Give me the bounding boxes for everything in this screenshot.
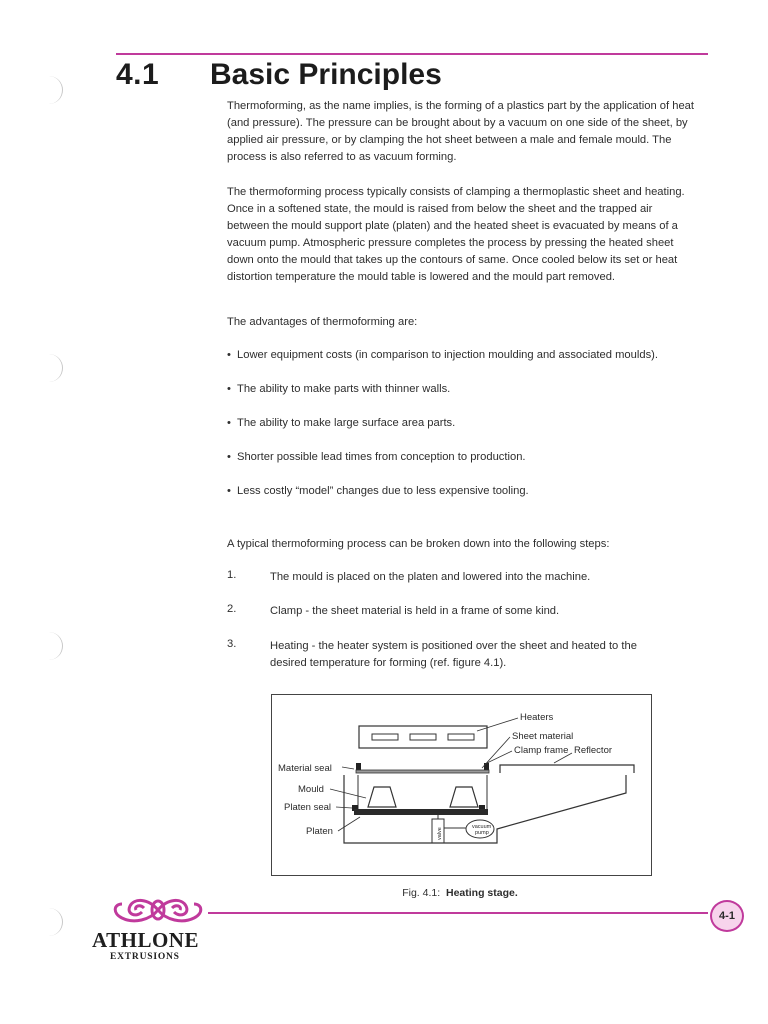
label-sheet-material: Sheet material — [512, 731, 574, 742]
label-clamp-frame: Clamp frame — [514, 745, 569, 756]
list-item-text: The ability to make large surface area parts. — [237, 417, 456, 429]
heating-stage-diagram — [272, 695, 651, 875]
figure-caption-title: Heating stage. — [446, 887, 518, 899]
label-mould: Mould — [298, 784, 324, 795]
bullet-icon: • — [227, 383, 231, 395]
step-number: 3. — [227, 638, 237, 650]
heater-housing — [359, 726, 487, 748]
section-number: 4.1 — [116, 58, 160, 91]
valve-label: valve — [437, 827, 443, 840]
bullet-icon: • — [227, 451, 231, 463]
intro-paragraph: Thermoforming, as the name implies, is the forming of a plastics part by the application of heat (and pressure). The pressure can be brought about by a vacuum on one side of the sheet, by applied air pressure, or by clamping the hot sheet between a male and female mould. The process is also referred to as vacuum forming. — [227, 100, 694, 163]
list-item — [227, 415, 707, 432]
list-item — [227, 483, 707, 500]
bullet-icon: • — [227, 485, 231, 497]
label-platen: Platen — [306, 826, 333, 837]
step-number: 1. — [227, 569, 237, 581]
punch-hole — [44, 354, 63, 382]
athlone-logo-icon — [104, 894, 212, 926]
steps-intro: A typical thermoforming process can be broken down into the following steps: — [227, 538, 610, 550]
callout-line — [342, 767, 354, 769]
footer-rule — [208, 912, 708, 914]
callout-line — [338, 817, 360, 831]
vacuum-pump-label: pump — [475, 830, 489, 836]
brand-subtitle: EXTRUSIONS — [110, 952, 180, 962]
section-title: Basic Principles — [210, 58, 442, 91]
punch-hole — [44, 632, 63, 660]
callout-line — [336, 807, 352, 808]
mould — [368, 787, 396, 807]
list-item-text: Shorter possible lead times from conception to production. — [237, 451, 526, 463]
label-platen-seal: Platen seal — [284, 802, 332, 813]
callout-line — [477, 718, 518, 731]
advantages-intro: The advantages of thermoforming are: — [227, 316, 418, 328]
mould — [450, 787, 478, 807]
callout-line — [487, 751, 512, 763]
figure-caption-prefix: Fig. 4.1: — [402, 887, 441, 899]
bullet-icon: • — [227, 417, 231, 429]
list-item — [227, 347, 707, 364]
label-heaters: Heaters — [520, 712, 554, 723]
platen — [354, 809, 488, 815]
vacuum-pump-label: vacuum — [472, 824, 492, 830]
sheet-material — [356, 770, 489, 773]
callout-line — [330, 789, 366, 798]
list-item — [227, 449, 707, 466]
header-rule — [116, 53, 708, 55]
heater-element — [372, 734, 398, 740]
punch-hole — [44, 908, 63, 936]
reflector — [500, 765, 634, 773]
step-text: Clamp - the sheet material is held in a frame of some kind. — [270, 605, 560, 617]
brand-name: ATHLONE — [92, 928, 199, 952]
list-item-text: The ability to make parts with thinner walls. — [237, 383, 451, 395]
list-item-text: Lower equipment costs (in comparison to injection moulding and associated moulds). — [237, 349, 658, 361]
figure-heating-stage — [271, 694, 652, 876]
step-text: The mould is placed on the platen and lowered into the machine. — [270, 571, 591, 583]
label-material-seal: Material seal — [278, 763, 332, 774]
label-reflector: Reflector — [574, 745, 613, 756]
heater-element — [448, 734, 474, 740]
page-number-badge: 4-1 — [710, 900, 744, 932]
heater-element — [410, 734, 436, 740]
punch-hole — [44, 76, 63, 104]
bullet-icon: • — [227, 349, 231, 361]
list-item-text: Less costly “model” changes due to less expensive tooling. — [237, 485, 529, 497]
process-paragraph: The thermoforming process typically consists of clamping a thermoplastic sheet and heating. Once in a softened state, the mould is raised from below the sheet and the trapped air between the mould support plate (platen) and the heated sheet is evacuated by means of a vacuum pump. Atmospheric pressure completes the process by pressing the heated sheet down onto the mould that takes up the contours of same. Once cooled below its set or heat distortion temperature the mould table is lowered and the mould part removed. — [227, 186, 685, 283]
step-text: Heating - the heater system is positioned over the sheet and heated to the desired temperature for forming (ref. figure 4.1). — [270, 640, 637, 669]
step-number: 2. — [227, 603, 237, 615]
callout-line — [482, 737, 510, 768]
figure-caption — [270, 887, 650, 899]
list-item — [227, 381, 707, 398]
